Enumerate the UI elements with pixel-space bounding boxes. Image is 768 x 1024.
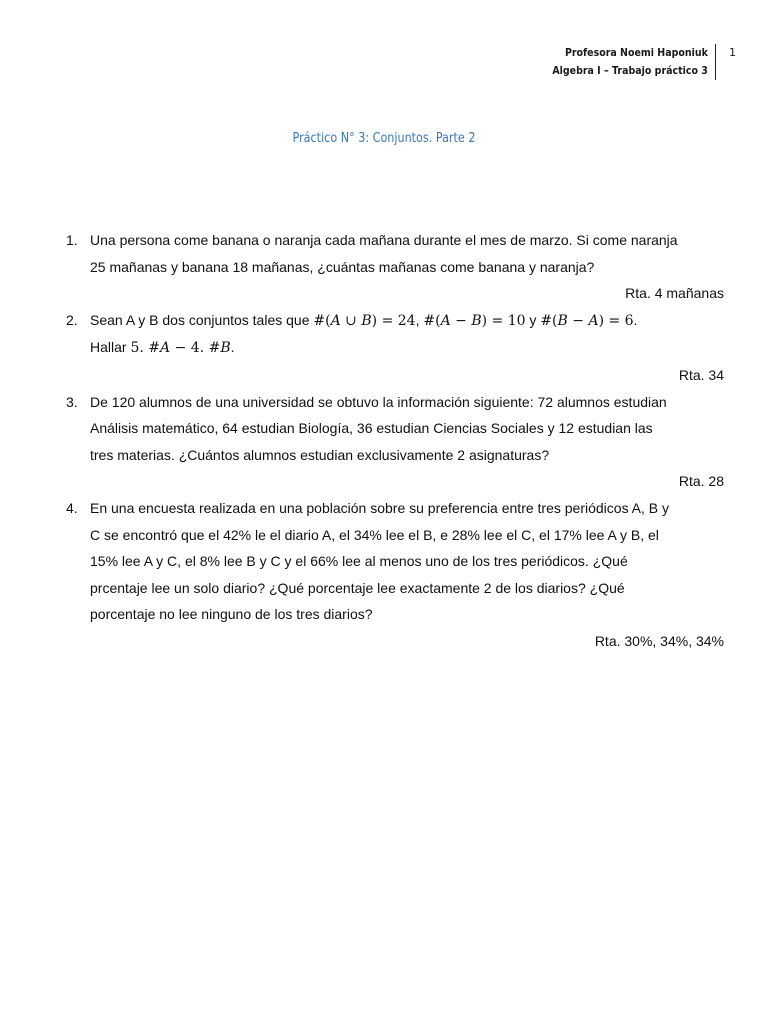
exercise-answer: Rta. 4 mañanas: [625, 285, 724, 302]
exercise-answer: Rta. 30%, 34%, 34%: [594, 632, 724, 649]
exercise-answer: Rta. 28: [678, 473, 724, 490]
exercise-2: [66, 307, 724, 389]
exercise-text-line: 15% lee A y C, el 8% lee B y C y el 66% lee al menos uno de los tres periódicos. ¿Qué: [90, 553, 628, 570]
formula-a-minus-b: #(A − B) = 10: [423, 312, 526, 329]
header-divider: [715, 44, 716, 80]
line-end: .: [230, 339, 235, 356]
header-text: [552, 44, 708, 80]
exercise-text: Hallar: [90, 339, 131, 356]
exercise-number: 3.: [66, 393, 78, 410]
page-number: 1: [729, 46, 736, 59]
exercise-number: 2.: [66, 311, 78, 328]
formula-b-minus-a: #(B − A) = 6: [540, 312, 634, 329]
exercise-answer: Rta. 34: [678, 366, 724, 383]
exercise-1: [66, 227, 724, 307]
header-course: Algebra I – Trabajo práctico 3: [552, 64, 708, 77]
separator: y: [525, 311, 541, 328]
exercise-text-line: porcentaje no lee ninguno de los tres diarios?: [90, 606, 373, 623]
exercise-text-line: prcentaje lee un solo diario? ¿Qué porcentaje lee exactamente 2 de los diarios? ¿Qué: [90, 579, 625, 596]
exercise-3: [66, 389, 724, 495]
separator: ,: [415, 311, 424, 328]
exercise-text-line: Análisis matemático, 64 estudian Biología, 36 estudian Ciencias Sociales y 12 estudian las: [90, 420, 653, 437]
exercise-text: Sean A y B dos conjuntos tales que: [90, 311, 314, 328]
exercise-text-line: Una persona come banana o naranja cada mañana durante el mes de marzo. Si come naranja: [90, 232, 678, 248]
exercise-4: [66, 495, 724, 655]
header-author: Profesora Noemi Haponiuk: [565, 46, 708, 59]
exercise-text-line: De 120 alumnos de una universidad se obtuvo la información siguiente: 72 alumnos estudian: [90, 393, 667, 410]
formula-target: 5. #A − 4. #B: [130, 340, 231, 357]
exercise-list: [66, 227, 724, 655]
page-header: [316, 44, 716, 80]
exercise-text-line: [90, 334, 724, 362]
exercise-text-line: C se encontró que el 42% le el diario A, el 34% lee el B, e 28% lee el C, el 17% lee A y B, el: [90, 526, 659, 543]
line-end: .: [633, 311, 638, 328]
formula-union: #(A ∪ B) = 24: [313, 312, 416, 329]
exercise-text-line: [90, 307, 724, 335]
exercise-number: 4.: [66, 499, 78, 516]
document-title: Práctico N° 3: Conjuntos. Parte 2: [292, 131, 476, 146]
exercise-text-line: En una encuesta realizada en una población sobre su preferencia entre tres periódicos A, B y: [90, 499, 670, 516]
exercise-text-line: 25 mañanas y banana 18 mañanas, ¿cuántas mañanas come banana y naranja?: [90, 258, 595, 275]
exercise-number: 1.: [66, 232, 78, 248]
exercise-text-line: tres materias. ¿Cuántos alumnos estudian exclusivamente 2 asignaturas?: [90, 446, 550, 463]
